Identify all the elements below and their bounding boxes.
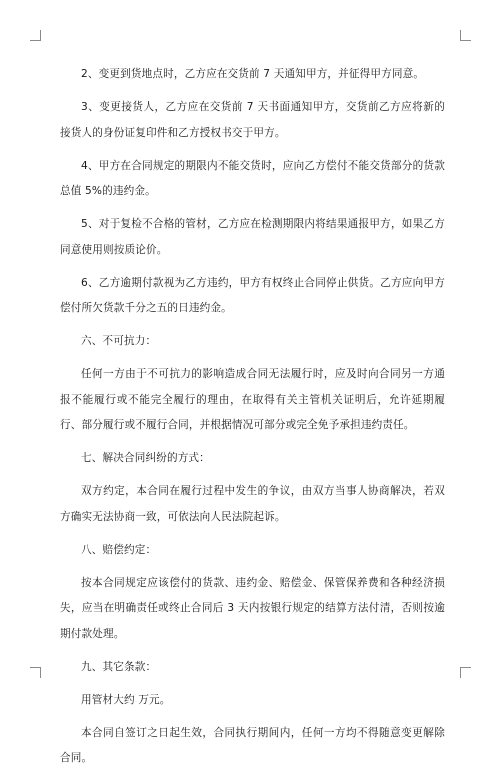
compensation-text: 按本合同规定应该偿付的货款、违约金、赔偿金、保管保养费和各种经济损失，应当在明确责任或终止合同后 3 天内按银行规定的结算方法付清，否则按逾期付款处理。 [60,576,445,640]
section-heading-force-majeure: 六、不可抗力： [81,335,157,347]
clause-3-change-receiver: 3、变更接货人，乙方应在交货前 7 天书面通知甲方，交货前乙方应将新的接货人的身份证复印件和乙方授权书交于甲方。 [60,101,445,139]
section-heading-other-terms: 九、其它条款： [81,660,157,673]
clause-6-late-payment: 6、乙方逾期付款视为乙方违约，甲方有权终止合同停止供货。乙方应向甲方偿付所欠货款千分之五的日违约金。 [60,276,445,314]
clause-4-late-delivery: 4、甲方在合同规定的期限内不能交货时，应向乙方偿付不能交货部分的货款总值 5%的违约金。 [60,159,445,197]
dispute-text: 双方约定，本合同在履行过程中发生的争议，由双方当事人协商解决，若双方确实无法协商一致，可依法向人民法院起诉。 [60,485,445,523]
force-majeure-text: 任何一方由于不可抗力的影响造成合同无法履行时，应及时向合同另一方通报不能履行或不能完全履行的理由，在取得有关主管机关证明后，允许延期履行、部分履行或不履行合同，并根据情况可部分或完全免予承担违约责任。 [60,368,445,431]
other-terms-amount: 用管材大约 万元。 [81,693,171,706]
document-body [60,62,445,779]
section-heading-compensation: 八、赔偿约定： [81,543,157,556]
section-heading-dispute: 七、解决合同纠纷的方式： [81,452,210,464]
crop-mark-bottom-right [460,667,471,678]
crop-mark-bottom-left [30,667,41,678]
clause-2-delivery-location: 2、变更到货地点时，乙方应在交货前 7 天通知甲方，并征得甲方同意。 [81,68,425,80]
other-terms-effective: 本合同自签订之日起生效，合同执行期间内，任何一方均不得随意变更解除合同。 [60,726,445,764]
crop-mark-top-left [30,30,41,41]
crop-mark-top-right [460,30,471,41]
clause-5-reinspection: 5、对于复检不合格的管材，乙方应在检测期限内将结果通报甲方，如果乙方同意使用则按质论价。 [60,218,445,256]
